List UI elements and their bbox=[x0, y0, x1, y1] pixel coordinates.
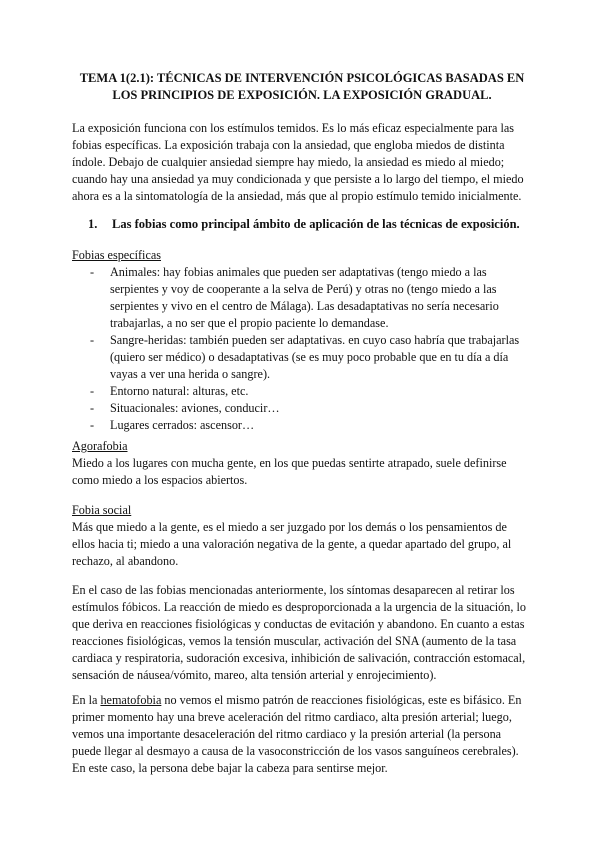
fobias-especificas-list bbox=[72, 264, 528, 434]
list-item: - Animales: hay fobias animales que pueden ser adaptativas (tengo miedo a las serpientes y voy de cooperante a la selva de Perú) y otras no (tengo miedo a las serpientes y vivo en el centro de Málaga). Las desadaptativas no sería necesario trabajarlas, a no ser que el propio paciente lo demandase. bbox=[72, 264, 528, 332]
list-item: - Sangre-heridas: también pueden ser adaptativas. en cuyo caso habría que trabajarlas (quiero ser médico) o desadaptativas (se es muy poco probable que en tu día a día vayas a ver una herida o sangre). bbox=[72, 332, 528, 383]
fobias-especificas-heading: Fobias específicas bbox=[72, 248, 162, 262]
agorafobia-heading: Agorafobia bbox=[72, 439, 128, 453]
section-1-heading bbox=[88, 216, 538, 233]
fobia-social-heading: Fobia social bbox=[72, 503, 132, 517]
fobia-social-text: Más que miedo a la gente, es el miedo a ser juzgado por los demás o los pensamientos de ellos hacia ti; miedo a una valoración negativa de la gente, a quedar apartado del grupo, al rechazo, al abandono. bbox=[72, 520, 512, 568]
hematofobia-after: no vemos el mismo patrón de reacciones fisiológicas, este es bifásico. En primer momento hay una breve aceleración del ritmo cardiaco, alta presión arterial; luego, vemos una importante desaceleración del ritmo cardiaco y la presión arterial (la persona puede llegar al desmayo a causa de la vasoconstricción de los vasos sanguíneos cerebrales). En este caso, la persona debe bajar la cabeza para sentirse mejor. bbox=[72, 693, 522, 775]
list-item: - Lugares cerrados: ascensor… bbox=[72, 417, 528, 434]
list-item: - Entorno natural: alturas, etc. bbox=[72, 383, 528, 400]
section-title: Las fobias como principal ámbito de aplicación de las técnicas de exposición. bbox=[112, 217, 520, 231]
list-item: - Situacionales: aviones, conducir… bbox=[72, 400, 528, 417]
intro-paragraph: La exposición funciona con los estímulos temidos. Es lo más eficaz especialmente para las fobias específicas. La exposición trabaja con la ansiedad, que engloba miedos de distinta índole. Debajo de cualquier ansiedad siempre hay miedo, la ansiedad es miedo al miedo; cuando hay una ansiedad ya muy condicionada y que persiste a lo largo del tiempo, el miedo ahora es a la sintomatología de la ansiedad, más que al propio estímulo temido inicialmente. bbox=[72, 121, 524, 203]
sintomas-paragraph: En el caso de las fobias mencionadas anteriormente, los síntomas desaparecen al retirar los estímulos fóbicos. La reacción de miedo es desproporcionada a la urgencia de la situación, lo que deriva en reacciones fisiológicas y conductas de evitación y abandono. En cuanto a estas reacciones fisiológicas, vemos la tensión muscular, activación del SNA (aumento de la tasa cardiaca y respiratoria, sudoración excesiva, inhibición de salivación, contracción estomacal, sensación de náusea/vómito, mareo, alta tensión arterial y enrojecimiento). bbox=[72, 583, 526, 682]
section-number: 1. bbox=[88, 217, 98, 231]
hematofobia-paragraph bbox=[72, 692, 528, 777]
hematofobia-term: hematofobia bbox=[100, 693, 162, 707]
document-title: TEMA 1(2.1): TÉCNICAS DE INTERVENCIÓN PSICOLÓGICAS BASADAS EN LOS PRINCIPIOS DE EXPOSICIÓN. LA EXPOSICIÓN GRADUAL. bbox=[79, 71, 525, 102]
hematofobia-before: En la bbox=[72, 693, 101, 707]
agorafobia-text: Miedo a los lugares con mucha gente, en los que puedas sentirte atrapado, suele definirse como miedo a los espacios abiertos. bbox=[72, 456, 507, 487]
